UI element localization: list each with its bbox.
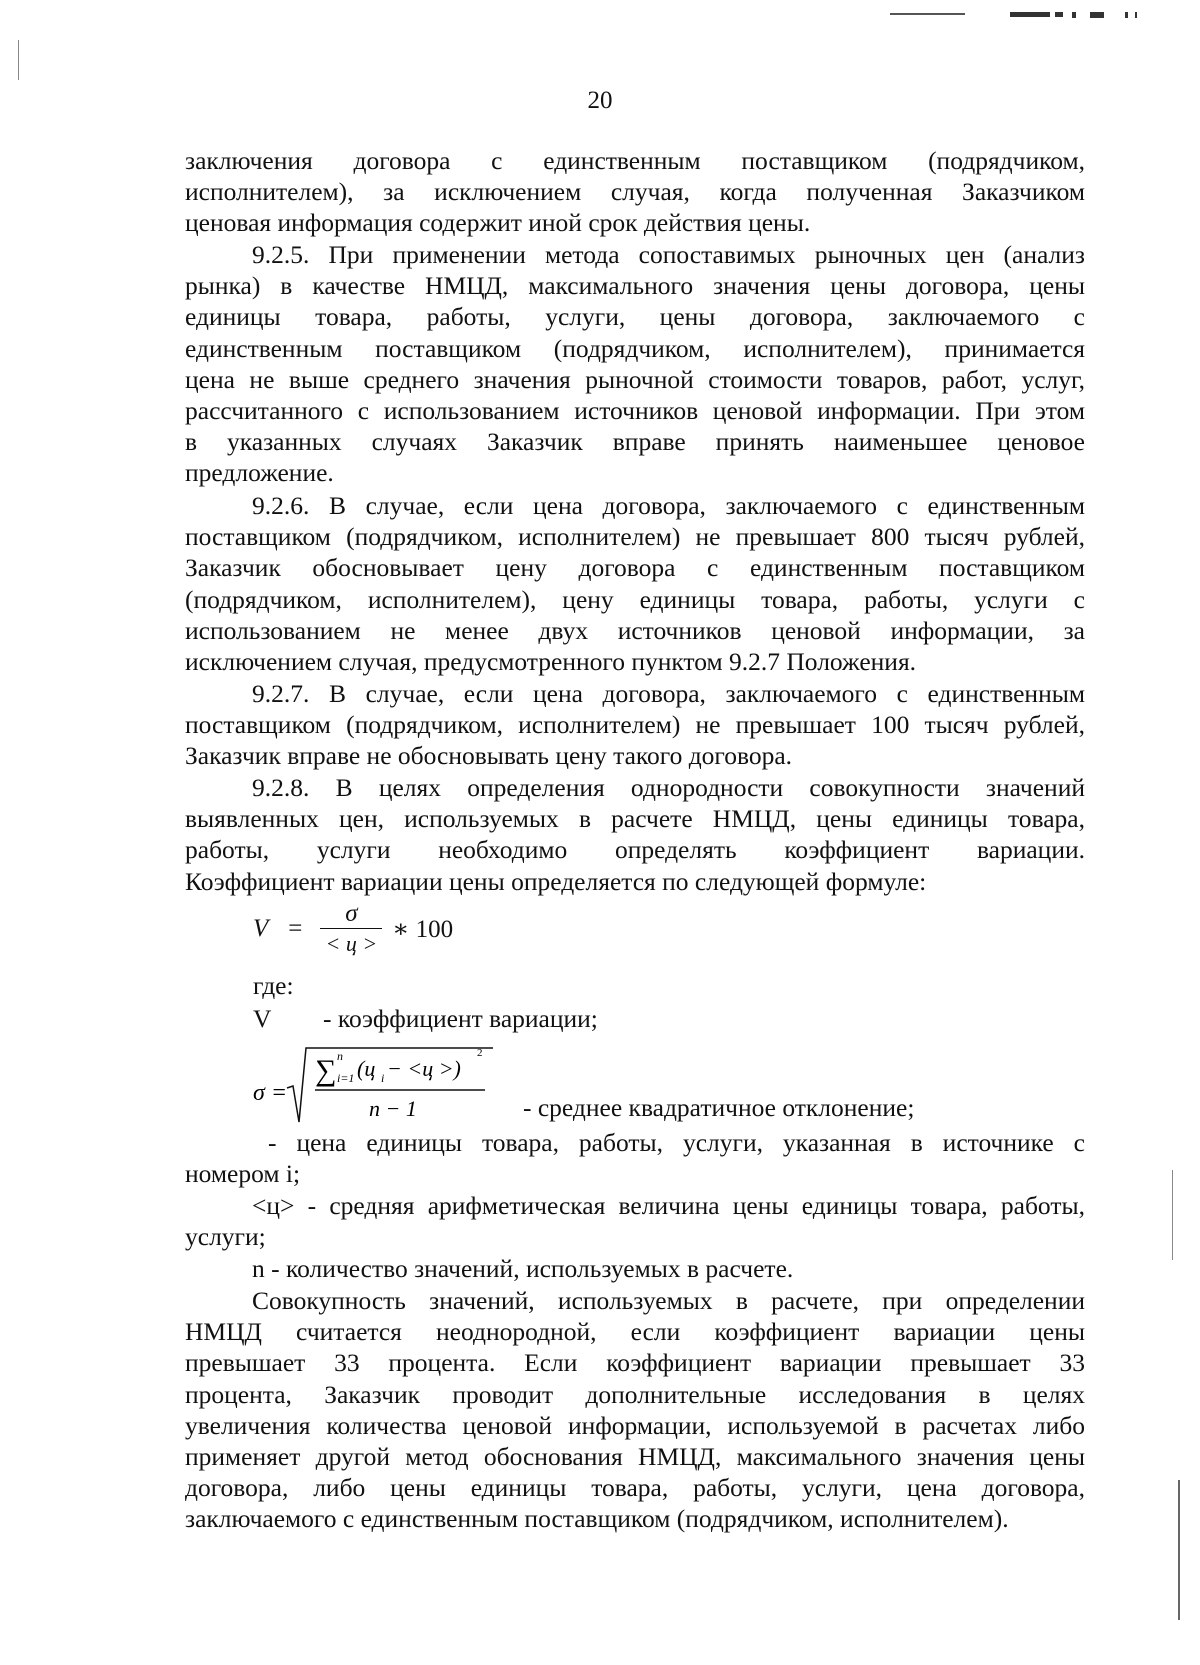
scan-artifact (1055, 12, 1063, 17)
formula-coefficient-of-variation (253, 898, 453, 960)
price-definition (185, 1127, 1085, 1189)
where-label: где: (253, 971, 294, 1000)
sum-term-subscript: i (381, 1071, 385, 1085)
text-line: - цена единицы товара, работы, услуги, указанная в источнике с (268, 1128, 1085, 1157)
scan-artifact (1010, 12, 1050, 17)
text-line: процента, Заказчик проводит дополнительные исследования в целях (185, 1379, 1085, 1409)
text-line: единицы товара, работы, услуги, цены договора, заключаемого с (185, 302, 1085, 332)
scan-artifact (18, 40, 19, 80)
sigma-definition: - среднее квадратичное отклонение; (523, 1093, 915, 1122)
text-line: поставщиком (подрядчиком, исполнителем) не превышает 100 тысяч рублей, (185, 710, 1085, 740)
sum-term-rest: − <ц >) (387, 1056, 461, 1081)
formula-lhs: V (253, 915, 269, 942)
text-line: единственным поставщиком (подрядчиком, исполнителем), принимается (185, 333, 1085, 363)
text-line: поставщиком (подрядчиком, исполнителем) не превышает 800 тысяч рублей, (185, 522, 1085, 552)
text-line: работы, услуги необходимо определять коэффициент вариации. (185, 835, 1085, 865)
text-line: 9.2.8. В целях определения однородности совокупности значений (252, 773, 1085, 802)
text-line: цена не выше среднего значения рыночной стоимости товаров, работ, услуг, (185, 364, 1085, 394)
text-line: превышает 33 процента. Если коэффициент вариации превышает 33 (185, 1348, 1085, 1378)
v-definition-text: - коэффициент вариации; (323, 1004, 598, 1033)
text-line: увеличения количества ценовой информации, используемой в расчетах либо (185, 1410, 1085, 1440)
sum-lower: i=1 (337, 1071, 355, 1085)
scan-artifact (1090, 12, 1104, 18)
text-line-last: заключаемого с единственным поставщиком (подрядчиком, исполнителем). (185, 1504, 1009, 1534)
paragraph-heterogeneity (185, 1285, 1085, 1535)
text-line: заключения договора с единственным поставщиком (подрядчиком, (185, 146, 1085, 175)
text-line: использованием не менее двух источников ценовой информации, за (185, 615, 1085, 645)
paragraph-9-2-7 (185, 678, 1085, 772)
text-line: выявленных цен, используемых в расчете НМЦД, цены единицы товара, (185, 804, 1085, 834)
scan-artifact (1172, 1170, 1173, 1260)
text-line: <ц> - средняя арифметическая величина цены единицы товара, работы, (252, 1191, 1085, 1220)
sigma-lhs: σ = (253, 1080, 288, 1106)
text-line: 9.2.6. В случае, если цена договора, заключаемого с единственным (252, 491, 1085, 520)
text-line: исполнителем), за исключением случая, когда полученная Заказчиком (185, 177, 1085, 207)
sum-upper: n (337, 1049, 343, 1063)
text-line-last: ценовая информация содержит иной срок действия цены. (185, 208, 811, 238)
scan-artifact (1072, 12, 1076, 18)
v-symbol: V (253, 1004, 272, 1033)
text-line: рынка) в качестве НМЦД, максимального значения цены договора, цены (185, 271, 1085, 301)
paragraph-continuation (185, 145, 1085, 239)
text-line: в указанных случаях Заказчик вправе принять наименьшее ценовое (185, 427, 1085, 457)
text-line: применяет другой метод обоснования НМЦД, максимального значения цены (185, 1442, 1085, 1472)
formula-fraction (320, 900, 382, 959)
text-line-last: Коэффициент вариации цены определяется по следующей формуле: (185, 866, 927, 896)
sigma-denominator: n − 1 (369, 1096, 417, 1121)
sum-sign: ∑ (315, 1054, 337, 1087)
scan-artifact (1135, 12, 1137, 18)
formula-denominator: < ц > (325, 930, 378, 956)
text-line: 9.2.5. При применении метода сопоставимых рыночных цен (анализ (252, 240, 1085, 269)
page-number: 20 (587, 87, 613, 114)
scan-artifact (890, 13, 965, 15)
v-definition (253, 1003, 598, 1034)
paragraph-9-2-5 (185, 239, 1085, 489)
mean-price-definition (185, 1190, 1085, 1252)
text-line: НМЦД считается неоднородной, если коэффициент вариации цены (185, 1317, 1085, 1347)
text-line: Совокупность значений, используемых в расчете, при определении (252, 1286, 1085, 1315)
text-line-last: номером i; (185, 1159, 301, 1189)
formula-multiplier: ∗ 100 (392, 916, 454, 943)
text-line-last: n - количество значений, используемых в расчете. (252, 1254, 794, 1283)
sum-term: (ц (357, 1056, 376, 1081)
scan-artifact (1178, 1480, 1180, 1620)
n-definition (185, 1253, 1085, 1284)
text-line-last: предложение. (185, 458, 334, 488)
text-line: 9.2.7. В случае, если цена договора, заключаемого с единственным (252, 679, 1085, 708)
power: 2 (477, 1047, 483, 1059)
text-line: рассчитанного с использованием источников ценовой информации. При этом (185, 396, 1085, 426)
formula-equals: = (288, 915, 303, 942)
paragraph-9-2-8 (185, 772, 1085, 897)
text-line-last: исключением случая, предусмотренного пунктом 9.2.7 Положения. (185, 647, 917, 677)
text-line: договора, либо цены единицы товара, работы, услуги, цена договора, (185, 1473, 1085, 1503)
text-line: Заказчик обосновывает цену договора с единственным поставщиком (185, 553, 1085, 583)
text-line-last: услуги; (185, 1222, 266, 1252)
text-line: (подрядчиком, исполнителем), цену единицы товара, работы, услуги с (185, 584, 1085, 614)
formula-numerator: σ (345, 899, 358, 927)
paragraph-9-2-6 (185, 490, 1085, 677)
text-line-last: Заказчик вправе не обосновывать цену такого договора. (185, 741, 793, 771)
scan-artifact (1125, 12, 1128, 18)
